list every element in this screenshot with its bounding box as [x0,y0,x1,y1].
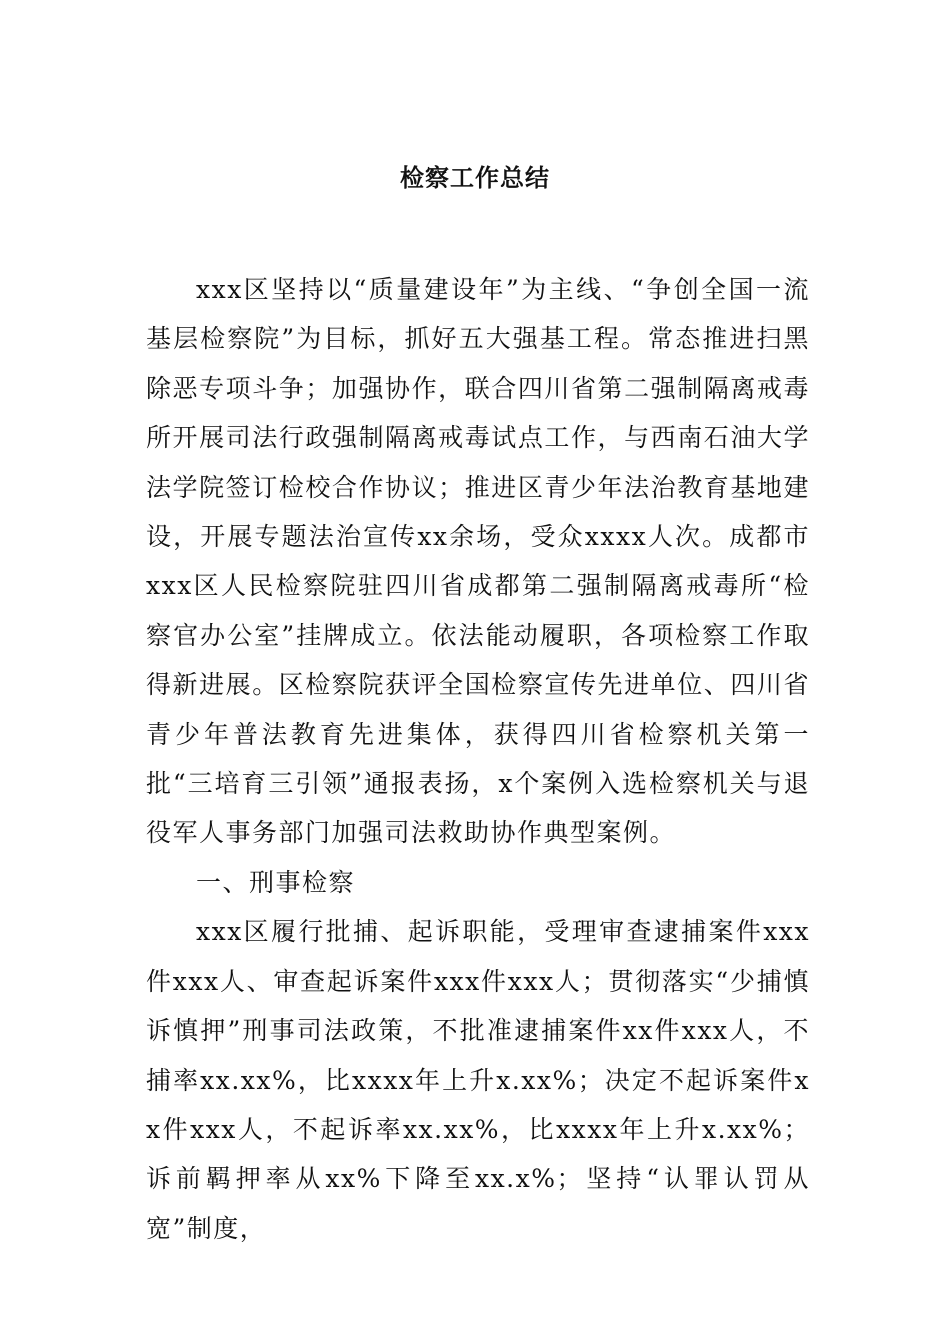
paragraph-criminal-procuratorate: xxx区履行批捕、起诉职能，受理审查逮捕案件xxx件xxx人、审查起诉案件xxx件xxx人；贯彻落实“少捕慎诉慎押”刑事司法政策，不批准逮捕案件xx件xxx人，不捕率xx.xx%，比xxxx年上升x.xx%；决定不起诉案件xx件xxx人，不起诉率xx.xx%，比xxxx年上升x.xx%；诉前羁押率从xx%下降至xx.x%；坚持“认罪认罚从宽”制度， [146,917,810,1243]
document-title: 检察工作总结 [400,164,550,192]
document-body [146,265,810,1253]
paragraph-intro: xxx区坚持以“质量建设年”为主线、“争创全国一流基层检察院”为目标，抓好五大强基工程。常态推进扫黑除恶专项斗争；加强协作，联合四川省第二强制隔离戒毒所开展司法行政强制隔离戒毒试点工作，与西南石油大学法学院签订检校合作协议；推进区青少年法治教育基地建设，开展专题法治宣传xx余场，受众xxxx人次。成都市xxx区人民检察院驻四川省成都第二强制隔离戒毒所“检察官办公室”挂牌成立。依法能动履职，各项检察工作取得新进展。区检察院获评全国检察宣传先进单位、四川省青少年普法教育先进集体，获得四川省检察机关第一批“三培育三引领”通报表扬，x个案例入选检察机关与退役军人事务部门加强司法救助协作典型案例。 [146,275,810,848]
section-heading-criminal-procuratorate: 一、刑事检察 [196,867,356,897]
